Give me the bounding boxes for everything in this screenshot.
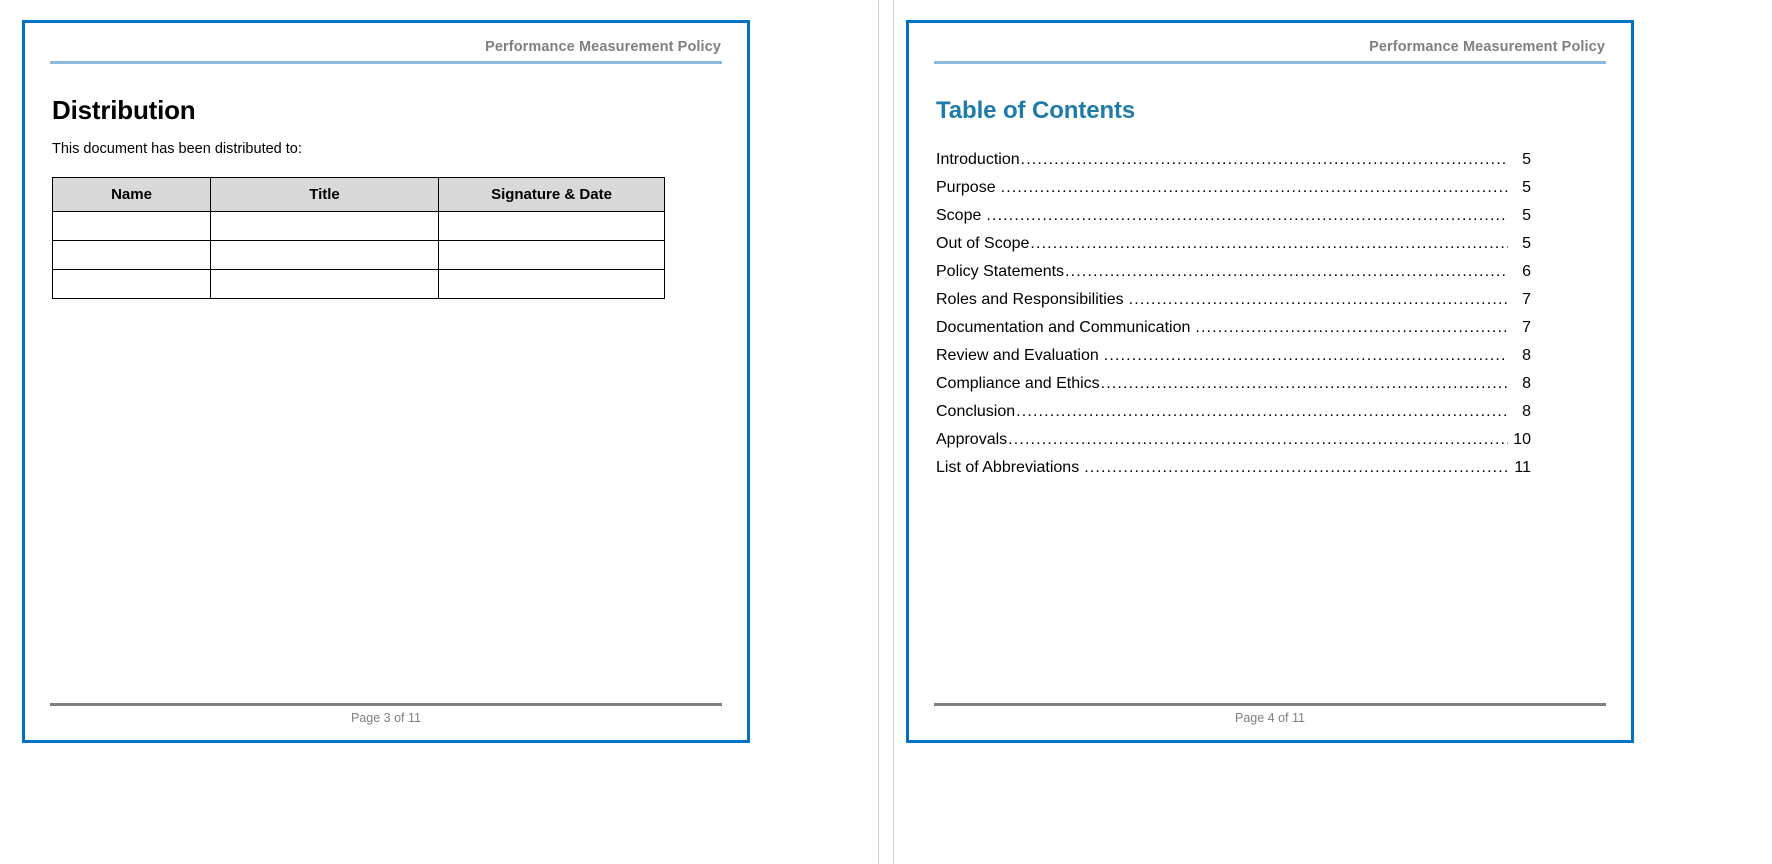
toc-entry-label: Conclusion — [936, 403, 1016, 421]
footer-page-number: Page 3 of 11 — [351, 711, 421, 725]
toc-entry-policy-statements[interactable] — [936, 258, 1531, 286]
toc-entry-page-number: 11 — [1514, 459, 1531, 477]
toc-entry-conclusion[interactable] — [936, 398, 1531, 426]
footer-page-number: Page 4 of 11 — [1235, 711, 1305, 725]
toc-entry-label: Policy Statements — [936, 263, 1065, 281]
toc-entry-page-number: 7 — [1522, 319, 1531, 337]
toc-entry-purpose[interactable] — [936, 174, 1531, 202]
gutter-divider-right — [893, 0, 894, 864]
page-title: Table of Contents — [936, 97, 1136, 125]
cell-signature-date[interactable] — [439, 211, 665, 240]
table-row[interactable] — [53, 269, 665, 298]
document-page-4[interactable] — [906, 20, 1634, 743]
toc-entry-page-number: 8 — [1522, 403, 1531, 421]
cell-name[interactable] — [53, 240, 211, 269]
toc-leader-dots — [1001, 180, 1508, 196]
toc-entry-label: Documentation and Communication — [936, 319, 1191, 337]
toc-entry-page-number: 10 — [1513, 431, 1531, 449]
page-title: Distribution — [52, 95, 196, 126]
toc-leader-dots — [1101, 376, 1508, 392]
toc-entry-scope[interactable] — [936, 202, 1531, 230]
toc-leader-dots — [1016, 404, 1508, 420]
toc-entry-list-of-abbreviations[interactable] — [936, 454, 1531, 482]
toc-entry-page-number: 5 — [1522, 151, 1531, 169]
toc-entry-label: Introduction — [936, 151, 1020, 169]
toc-entry-page-number: 7 — [1522, 291, 1531, 309]
distribution-intro-text: This document has been distributed to: — [52, 140, 302, 157]
page-footer — [50, 703, 722, 726]
cell-signature-date[interactable] — [439, 240, 665, 269]
toc-entry-page-number: 5 — [1522, 235, 1531, 253]
toc-entry-page-number: 8 — [1522, 347, 1531, 365]
header-document-title: Performance Measurement Policy — [485, 39, 721, 55]
toc-leader-dots — [1104, 348, 1508, 364]
cell-name[interactable] — [53, 211, 211, 240]
toc-entry-page-number: 5 — [1522, 207, 1531, 225]
column-header-signature-date: Signature & Date — [439, 177, 665, 211]
toc-entry-introduction[interactable] — [936, 146, 1531, 174]
page-slot-left — [0, 0, 866, 864]
toc-entry-label: Purpose — [936, 179, 996, 197]
table-header-row — [53, 177, 665, 211]
table-of-contents-list — [936, 146, 1531, 482]
toc-entry-review-and-evaluation[interactable] — [936, 342, 1531, 370]
toc-entry-label: Scope — [936, 207, 982, 225]
document-page-3[interactable] — [22, 20, 750, 743]
toc-entry-compliance-and-ethics[interactable] — [936, 370, 1531, 398]
toc-entry-approvals[interactable] — [936, 426, 1531, 454]
page-slot-right — [906, 0, 1772, 864]
toc-entry-label: List of Abbreviations — [936, 459, 1080, 477]
toc-entry-label: Out of Scope — [936, 235, 1030, 253]
toc-leader-dots — [1021, 152, 1508, 168]
distribution-table — [52, 177, 665, 299]
table-row[interactable] — [53, 211, 665, 240]
cell-title[interactable] — [211, 269, 439, 298]
toc-leader-dots — [1008, 432, 1508, 448]
header-document-title: Performance Measurement Policy — [1369, 39, 1605, 55]
table-row[interactable] — [53, 240, 665, 269]
toc-leader-dots — [1030, 236, 1508, 252]
toc-entry-page-number: 6 — [1522, 263, 1531, 281]
toc-entry-documentation-and-communication[interactable] — [936, 314, 1531, 342]
toc-entry-page-number: 8 — [1522, 375, 1531, 393]
toc-entry-label: Roles and Responsibilities — [936, 291, 1124, 309]
cell-title[interactable] — [211, 240, 439, 269]
toc-leader-dots — [1195, 320, 1508, 336]
toc-leader-dots — [1084, 460, 1508, 476]
toc-entry-label: Approvals — [936, 431, 1008, 449]
toc-entry-label: Compliance and Ethics — [936, 375, 1100, 393]
toc-leader-dots — [1065, 264, 1508, 280]
gutter-divider-left — [878, 0, 879, 864]
column-header-name: Name — [53, 177, 211, 211]
page-header — [50, 23, 722, 64]
toc-entry-page-number: 5 — [1522, 179, 1531, 197]
toc-entry-out-of-scope[interactable] — [936, 230, 1531, 258]
toc-entry-roles-and-responsibilities[interactable] — [936, 286, 1531, 314]
page-header — [934, 23, 1606, 64]
cell-signature-date[interactable] — [439, 269, 665, 298]
cell-title[interactable] — [211, 211, 439, 240]
page-content — [934, 64, 1606, 482]
toc-leader-dots — [1129, 292, 1508, 308]
column-header-title: Title — [211, 177, 439, 211]
toc-leader-dots — [986, 208, 1508, 224]
page-gutter — [866, 0, 906, 864]
cell-name[interactable] — [53, 269, 211, 298]
toc-entry-label: Review and Evaluation — [936, 347, 1099, 365]
page-footer — [934, 703, 1606, 726]
page-content — [50, 64, 722, 298]
